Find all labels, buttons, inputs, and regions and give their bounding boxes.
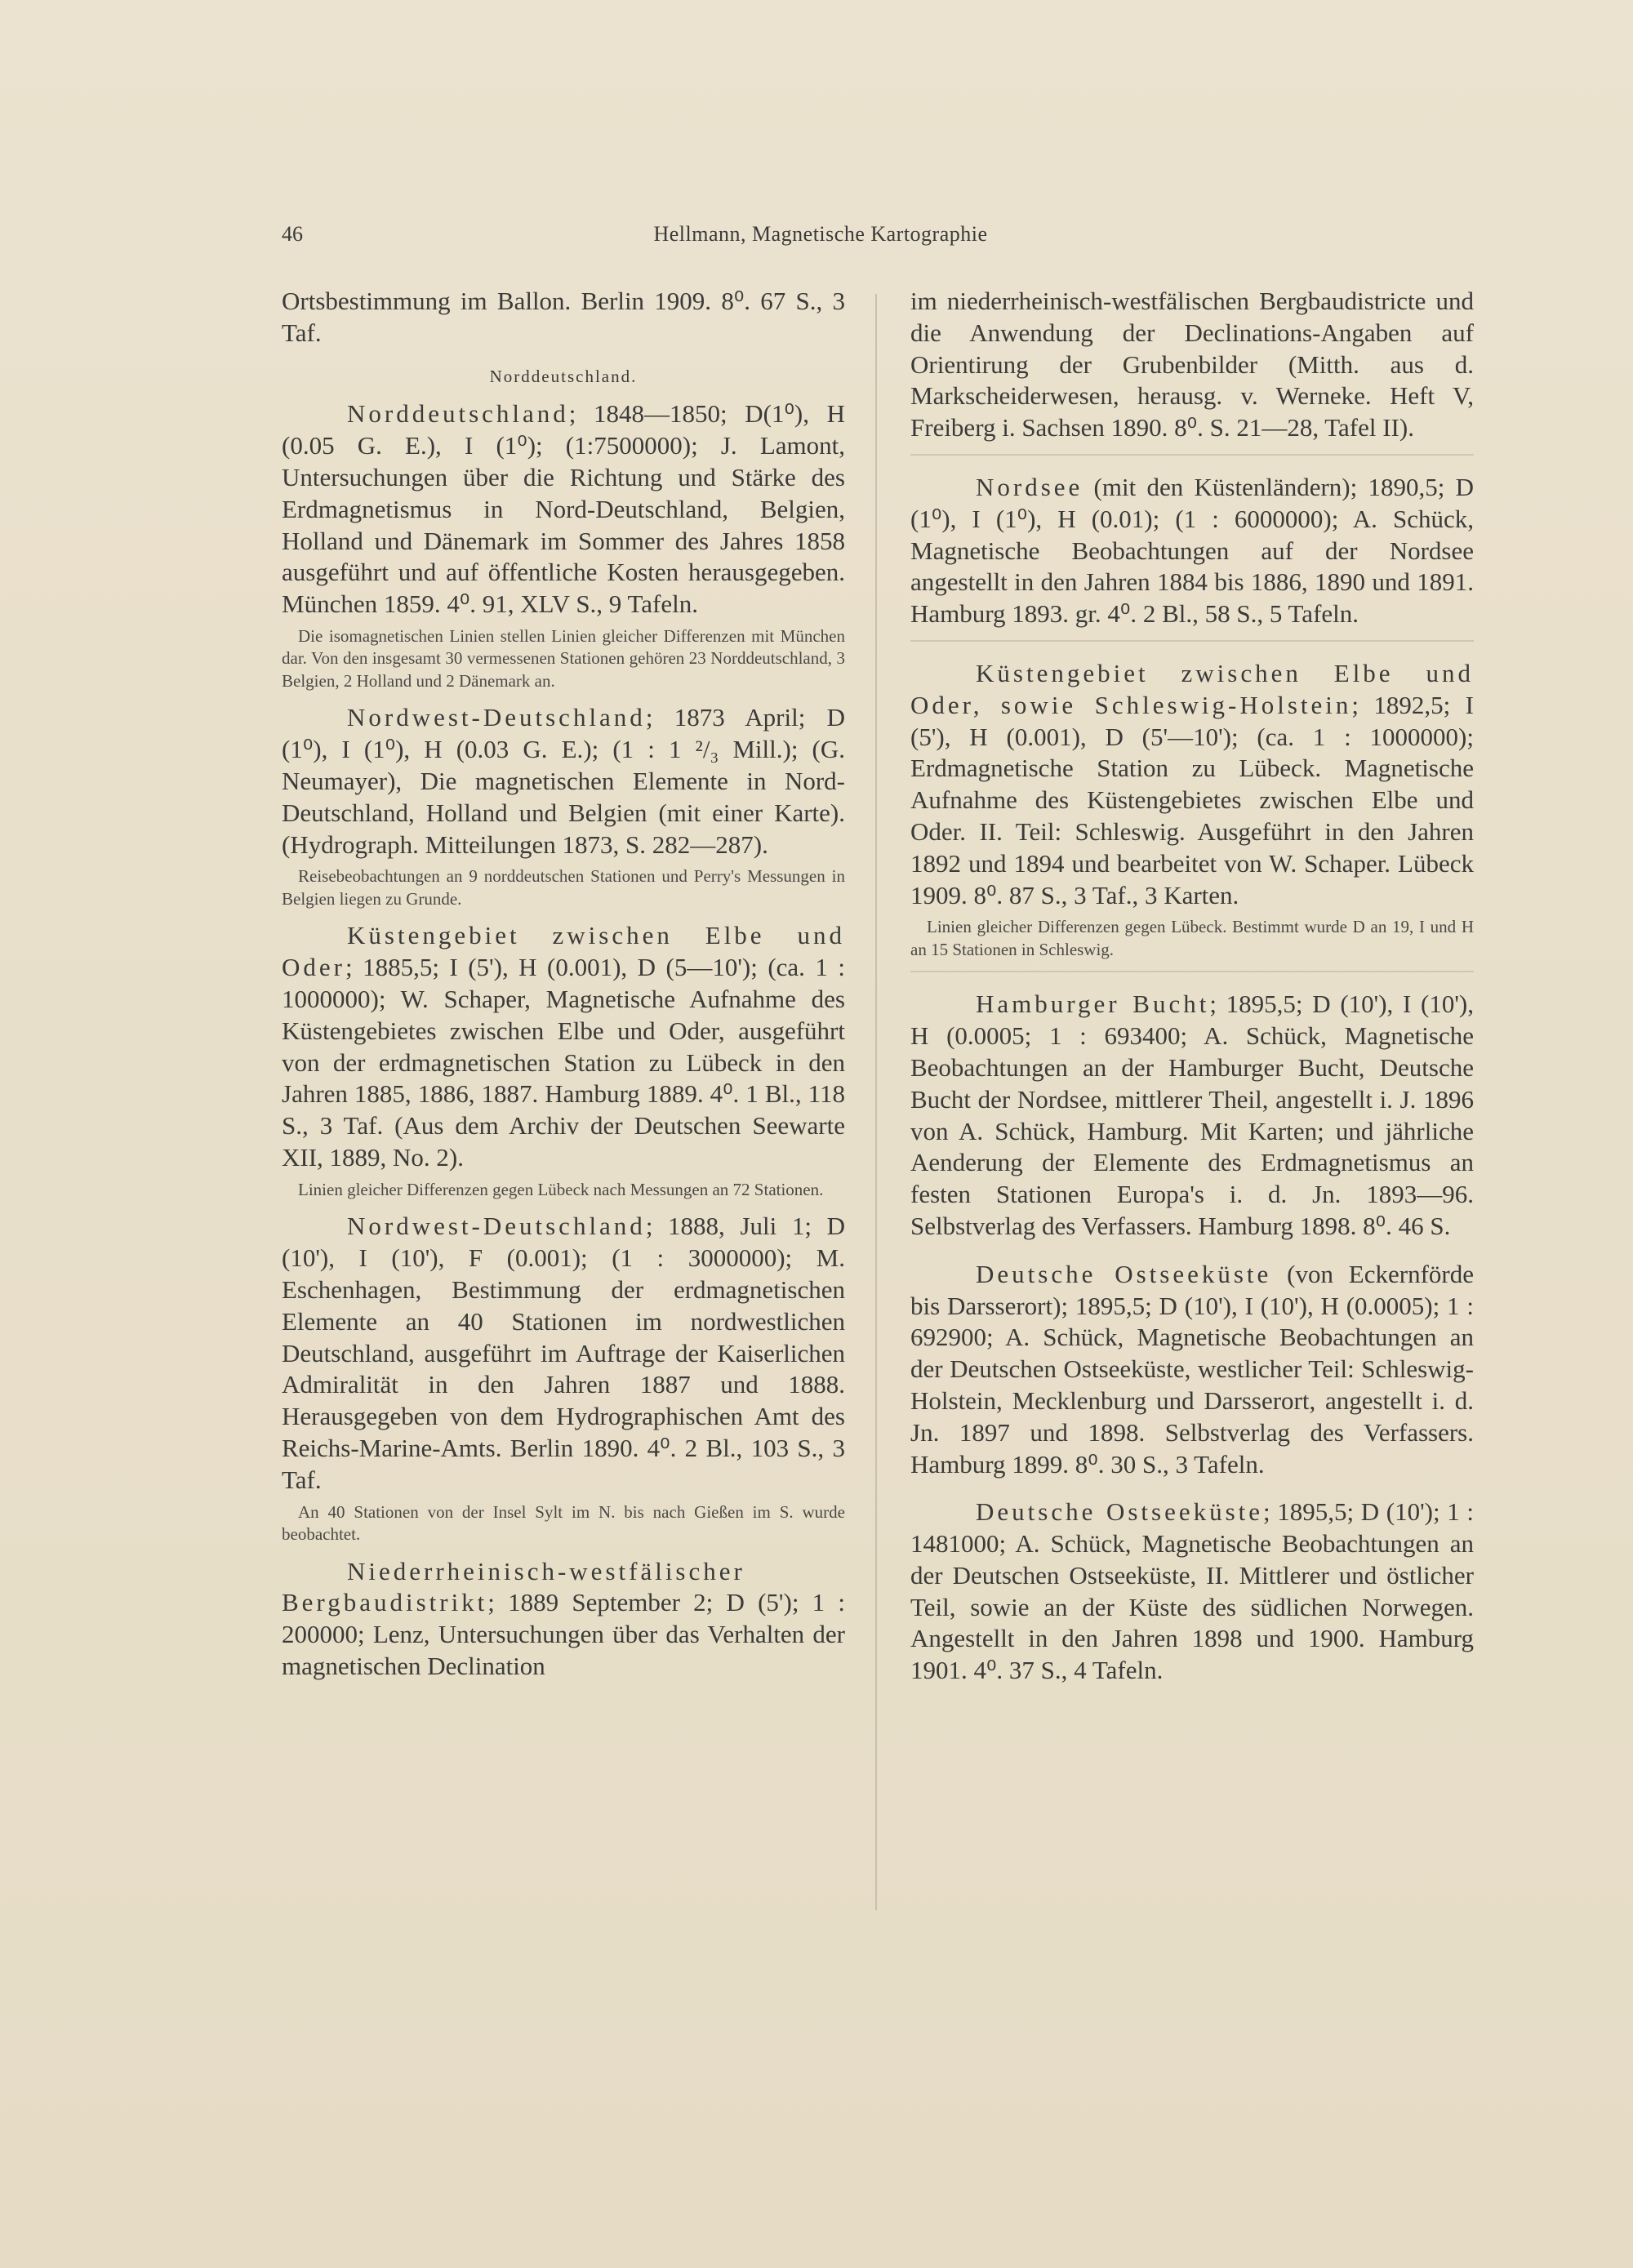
continuation-text: im niederrheinisch-westfälischen Bergbaudistricte und die Anwendung der Declinations-Angaben auf Orientirung der Grubenbilder (Mitth. aus d. Markscheiderwesen, herausg. v. Werneke. Heft V, Freiberg i. Sachsen 1890. 8⁰. S. 21—28, Tafel II). — [910, 287, 1474, 442]
bibliography-entry — [910, 658, 1474, 911]
region-heading: Norddeutschland. — [489, 366, 638, 386]
entry-head: Deutsche Ostseeküste — [976, 1497, 1264, 1527]
entry-head: Küstengebiet zwischen Elbe und Oder — [282, 921, 845, 982]
bibliography-entry — [282, 1211, 845, 1496]
bibliography-entry — [282, 398, 845, 620]
entry-note: An 40 Stationen von der Insel Sylt im N. bis nach Gießen im S. wurde beobachtet. — [282, 1501, 845, 1544]
bibliography-entry — [910, 472, 1474, 630]
entry-note: Die isomagnetischen Linien stellen Linien gleicher Differenzen mit München dar. Von den insgesamt 30 vermessenen Stationen gehören 23 Norddeutschland, 3 Belgien, 2 Holland und 2 Dänemark an. — [282, 625, 845, 691]
entry-text: ; 1895,5; D (10'); 1 : 1481000; A. Schück, Magnetische Beobachtungen an der Deutschen Ostseeküste, II. Mittlerer und östlicher Teil, sowie an der Küste des südlichen Norwegen. Angestellt in den Jahren 1898 und 1900. Hamburg 1901. 4⁰. 37 S., 4 Tafeln. — [910, 1497, 1474, 1685]
column-divider — [875, 294, 877, 1910]
separator — [910, 640, 1474, 642]
entry-text: ; 1888, Juli 1; D (10'), I (10'), F (0.001); (1 : 3000000); M. Eschenhagen, Bestimmung der erdmagnetischen Elemente an 40 Stationen im nordwestlichen Deutschland, ausgeführt im Auftrage der Kaiserlichen Admiralität in den Jahren 1887 und 1888. Herausgegeben von dem Hydrographischen Amt des Reichs-Marine-Amts. Berlin 1890. 4⁰. 2 Bl., 103 S., 3 Taf. — [282, 1212, 845, 1494]
entry-note: Reisebeobachtungen an 9 norddeutschen Stationen und Perry's Messungen in Belgien liegen zu Grunde. — [282, 866, 845, 909]
entry-text: ; 1848—1850; D(1⁰), H (0.05 G. E.), I (1⁰); (1:7500000); J. Lamont, Untersuchungen über die Richtung und Stärke des Erdmagnetismus in Nord-Deutschland, Belgien, Holland und Dänemark im Sommer des Jahres 1858 ausgeführt und auf öffentliche Kosten herausgegeben. München 1859. 4⁰. 91, XLV S., 9 Tafeln. — [282, 399, 845, 619]
right-column — [910, 286, 1474, 1687]
entry-head: Nordwest-Deutschland — [347, 703, 646, 732]
bibliography-entry — [910, 1259, 1474, 1481]
bibliography-entry — [282, 1556, 845, 1683]
continuation-text: Ortsbestimmung im Ballon. Berlin 1909. 8⁰. 67 S., 3 Taf. — [282, 287, 845, 347]
entry-text: ; 1885,5; I (5'), H (0.001), D (5—10'); (ca. 1 : 1000000); W. Schaper, Magnetische Aufnahme des Küstengebietes zwischen Elbe und Oder, ausgeführt von der erdmagnetischen Station zu Lübeck in den Jahren 1885, 1886, 1887. Hamburg 1889. 4⁰. 1 Bl., 118 S., 3 Taf. (Aus dem Archiv der Deutschen Seewarte XII, 1889, No. 2). — [282, 953, 845, 1172]
entry-head: Norddeutschland — [347, 399, 569, 429]
page-number: 46 — [282, 222, 303, 246]
entry-head: Hamburger Bucht — [976, 989, 1210, 1019]
bibliography-entry — [910, 989, 1474, 1242]
running-title: Hellmann, Magnetische Kartographie — [653, 222, 988, 246]
entry-text: ; 1889 September 2; D (5'); 1 : 200000; Lenz, Untersuchungen über das Verhalten der magnetischen Declination — [282, 1588, 845, 1680]
separator — [910, 971, 1474, 972]
entry-head: Nordwest-Deutschland — [347, 1212, 646, 1241]
entry-text: ; 1892,5; I (5'), H (0.001), D (5'—10'); (ca. 1 : 1000000); Erdmagnetische Station zu Lübeck. Magnetische Aufnahme des Küstengebietes zwischen Elbe und Oder. II. Teil: Schleswig. Ausgeführt in den Jahren 1892 und 1894 und bearbeitet von W. Schaper. Lübeck 1909. 8⁰. 87 S., 3 Taf., 3 Karten. — [910, 690, 1474, 909]
page-header — [282, 222, 1359, 255]
entry-head: Küstengebiet zwischen Elbe und Oder, sowie Schleswig-Holstein — [910, 658, 1474, 719]
entry-text: (mit den Küstenländern); 1890,5; D (1⁰), I (1⁰), H (0.01); (1 : 6000000); A. Schück, Magnetische Beobachtungen auf der Nordsee angestellt in den Jahren 1884 bis 1886, 1890 und 1891. Hamburg 1893. gr. 4⁰. 2 Bl., 58 S., 5 Tafeln. — [910, 472, 1474, 629]
separator — [910, 454, 1474, 456]
entry-head: Nordsee — [976, 472, 1083, 501]
bibliography-entry — [282, 702, 845, 861]
entry-head: Niederrheinisch-westfälischer Bergbaudistrikt — [282, 1556, 745, 1617]
bibliography-entry — [910, 1496, 1474, 1687]
left-column — [282, 286, 845, 1683]
entry-note: Linien gleicher Differenzen gegen Lübeck nach Messungen an 72 Stationen. — [298, 1179, 824, 1199]
entry-head: Deutsche Ostseeküste — [976, 1259, 1272, 1288]
entry-text: (von Eckernförde bis Darsserort); 1895,5; D (10'), I (10'), H (0.0005); 1 : 692900; A. Schück, Magnetische Beobachtungen an der Deutschen Ostseeküste, westlicher Teil: Schleswig-Holstein, Mecklenburg und Darsserort, angestellt i. d. Jn. 1897 und 1898. Selbstverlag des Verfassers. Hamburg 1899. 8⁰. 30 S., 3 Tafeln. — [910, 1259, 1474, 1479]
entry-text: ; 1873 April; D (1⁰), I (1⁰), H (0.03 G. E.); (1 : 1 ²/₃ Mill.); (G. Neumayer), Die magnetischen Elemente in Nord-Deutschland, Holland und Belgien (mit einer Karte). (Hydrograph. Mitteilungen 1873, S. 282—287). — [282, 703, 845, 859]
entry-text: ; 1895,5; D (10'), I (10'), H (0.0005; 1 : 693400; A. Schück, Magnetische Beobachtungen an der Hamburger Bucht, Deutsche Bucht der Nordsee, mittlerer Theil, angestellt i. J. 1896 von A. Schück, Hamburg. Mit Karten; und jährliche Aenderung der Elemente des Erdmagnetismus an festen Stationen Europa's i. d. Jn. 1893—96. Selbstverlag des Verfassers. Hamburg 1898. 8⁰. 46 S. — [910, 989, 1474, 1240]
entry-note: Linien gleicher Differenzen gegen Lübeck. Bestimmt wurde D an 19, I und H an 15 Stationen in Schleswig. — [910, 917, 1474, 959]
bibliography-entry — [282, 920, 845, 1173]
